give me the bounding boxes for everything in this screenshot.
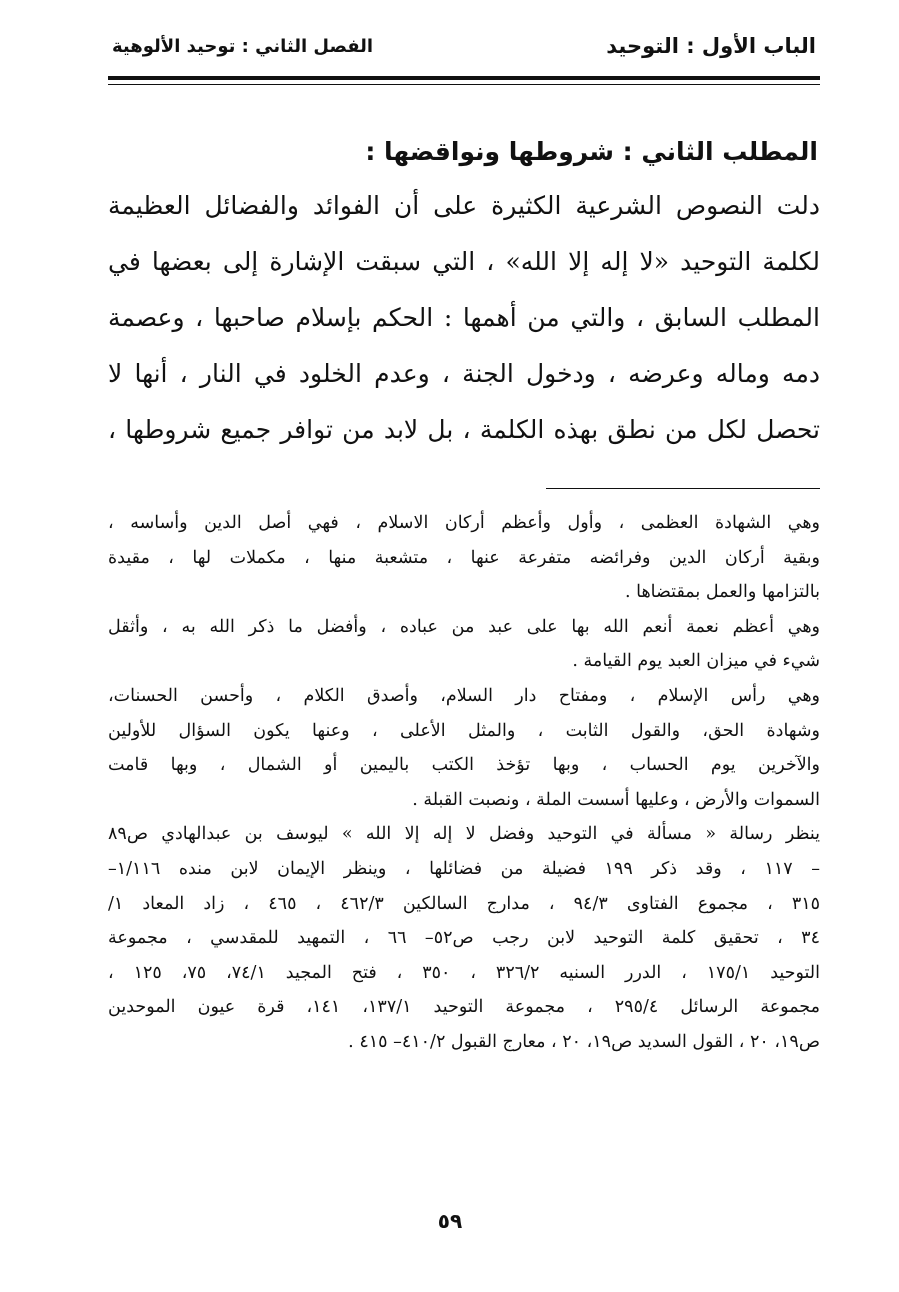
body-line: لكلمة التوحيد «لا إله إلا الله» ، التي سبقت الإشارة إلى بعضها في (108, 247, 820, 276)
footnote-line: ص١٩، ٢٠ ، القول السديد ص١٩، ٢٠ ، معارج القبول ٤١٠/٢– ٤١٥ . (348, 1031, 820, 1052)
running-header (112, 30, 816, 64)
footnote-line: ٣١٥ ، مجموع الفتاوى ٩٤/٣ ، مدارج السالكين ٤٦٢/٣ ، ٤٦٥ ، زاد المعاد ١/ (108, 893, 820, 914)
footnotes (108, 506, 820, 1060)
footnote-line: السموات والأرض ، وعليها أسست الملة ، ونصبت القبلة . (412, 789, 820, 810)
header-rule-thin (108, 84, 820, 85)
footnote-separator (546, 488, 820, 489)
section-title: المطلب الثاني : شروطها ونواقضها : (365, 137, 818, 166)
footnote-line: شيء في ميزان العبد يوم القيامة . (572, 651, 820, 672)
body-line: دمه وماله وعرضه ، ودخول الجنة ، وعدم الخلود في النار ، أنها لا (108, 359, 820, 388)
body-line: دلت النصوص الشرعية الكثيرة على أن الفوائد والفضائل العظيمة (108, 191, 820, 220)
main-text (108, 126, 820, 458)
body-line: تحصل لكل من نطق بهذه الكلمة ، بل لابد من توافر جميع شروطها ، (108, 415, 820, 444)
footnote-line: والآخرين يوم الحساب ، وبها تؤخذ الكتب باليمين أو الشمال ، وبها قامت (108, 755, 820, 776)
footnote-line: وهي أعظم نعمة أنعم الله بها على عبد من عباده ، وأفضل ما ذكر الله به ، وأثقل (108, 616, 820, 637)
chapter-header: الباب الأول : التوحيد (606, 34, 816, 58)
footnote-line: ٣٤ ، تحقيق كلمة التوحيد لابن رجب ص٥٢– ٦٦ ، التمهيد للمقدسي ، مجموعة (108, 928, 820, 949)
footnote-line: مجموعة الرسائل ٢٩٥/٤ ، مجموعة التوحيد ١٣٧/١، ١٤١، قرة عيون الموحدين (108, 997, 820, 1018)
footnote-line: بالتزامها والعمل بمقتضاها . (624, 582, 820, 603)
body-line: المطلب السابق ، والتي من أهمها : الحكم بإسلام صاحبها ، وعصمة (108, 303, 820, 332)
footnote-line: التوحيد ١٧٥/١ ، الدرر السنيه ٣٢٦/٢ ، ٣٥٠ ، فتح المجيد ٧٤/١، ٧٥، ١٢٥ ، (108, 962, 820, 983)
section-header: الفصل الثاني : توحيد الألوهية (112, 36, 374, 57)
footnote-line: ينظر رسالة « مسألة في التوحيد وفضل لا إله إلا الله » ليوسف بن عبدالهادي ص٨٩ (108, 824, 820, 845)
footnote-line: وهي الشهادة العظمى ، وأول وأعظم أركان الاسلام ، فهي أصل الدين وأساسه ، (108, 513, 820, 533)
footnote-line: وشهادة الحق، والقول الثابت ، والمثل الأعلى ، وعنها يكون السؤال للأولين (108, 720, 820, 741)
page-number: ٥٩ (437, 1209, 463, 1233)
header-rule-thick (108, 76, 820, 80)
footnote-line: – ١١٧ ، وقد ذكر ١٩٩ فضيلة من فضائلها ، وينظر الإيمان لابن منده ١/١١٦– (108, 858, 820, 879)
footnote-line: وهي رأس الإسلام ، ومفتاح دار السلام، وأصدق الكلام ، وأحسن الحسنات، (108, 685, 820, 706)
footnote-line: وبقية أركان الدين وفرائضه متفرعة عنها ، متشعبة منها ، مكملات لها ، مقيدة (108, 547, 820, 568)
